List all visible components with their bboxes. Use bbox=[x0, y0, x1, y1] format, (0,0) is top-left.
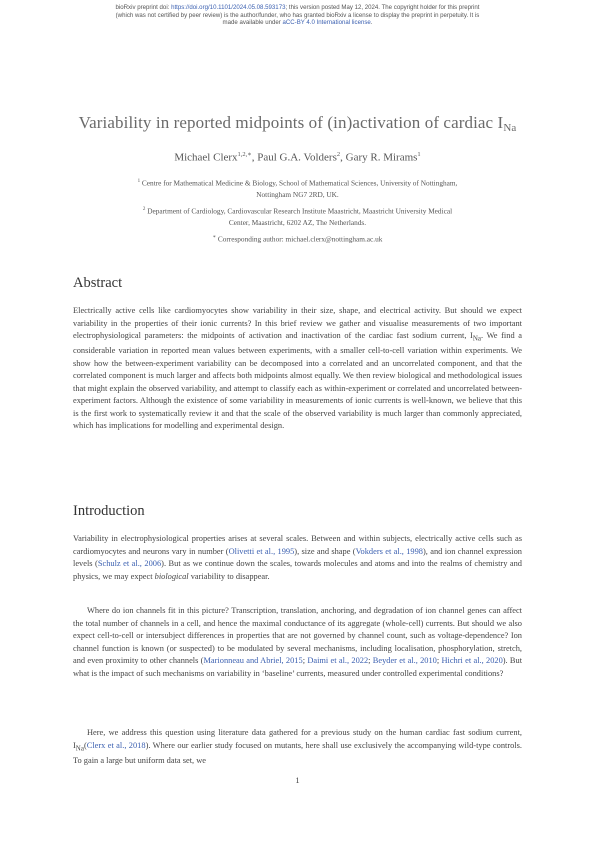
title-subscript: Na bbox=[503, 122, 517, 134]
paper-title bbox=[0, 113, 595, 134]
intro-paragraph-2 bbox=[73, 605, 522, 680]
affiliation-line bbox=[80, 176, 515, 189]
author-affiliation-mark: 2 bbox=[336, 151, 341, 158]
affiliation-text: Centre for Mathematical Medicine & Biology, School of Mathematical Sciences, University of Nottingham, bbox=[140, 178, 458, 188]
citation-link[interactable]: Hichri et al., 2020 bbox=[441, 656, 503, 665]
page-number: 1 bbox=[295, 775, 300, 785]
abstract-heading: Abstract bbox=[73, 275, 123, 291]
abstract-text: Electrically active cells like cardiomyocytes show variability in their size, shape, and electrical activity. But should we expect variability in the properties of their ionic currents? In this brief review we gather and visualise measurements of two important electrophysiological parameters: the midpoints of activation and inactivation of the cardiac fast sodium current, I bbox=[73, 306, 522, 340]
body-text: ; bbox=[368, 656, 373, 665]
citation-link[interactable]: Beyder et al., 2010 bbox=[372, 656, 437, 665]
affiliation-mark: 2 bbox=[142, 207, 146, 212]
body-text: ), size and shape ( bbox=[294, 546, 356, 556]
body-text: ; bbox=[302, 656, 308, 665]
introduction-heading: Introduction bbox=[73, 503, 145, 519]
banner-text: ; this version posted May 12, 2024. The copyright holder for this preprint bbox=[285, 4, 480, 11]
citation-link[interactable]: Marionneau and Abriel, 2015 bbox=[203, 656, 303, 665]
body-text: Where do ion channels fit in this picture? Transcription, translation, anchoring, and degradation of ion channel genes can affect the total number of channels in a cell, and hence the maximal conductance of its aggregate (whole-cell) currents. But should we also expect cell-to-cell or intersubject differences in properties that are not governed by channel count, such as voltage-dependence? Ion channel function is known (or suspected) to be modulated by several mechanisms, including localisation, phosphorylation, stretch, and even proximity to other channels ( bbox=[73, 606, 522, 665]
body-text: ; bbox=[436, 656, 442, 665]
preprint-banner bbox=[40, 4, 555, 27]
citation-link[interactable]: Schulz et al., 2006 bbox=[97, 559, 162, 568]
subscript: Na bbox=[472, 334, 481, 343]
affiliation-line: Center, Maastricht, 6202 AZ, The Netherlands. bbox=[228, 218, 367, 228]
citation-link[interactable]: Clerx et al., 2018 bbox=[86, 740, 146, 750]
body-text: ). But as we continue down the scales, towards molecules and atoms and into the realms of chemistry and physics, we may expect bbox=[73, 559, 522, 581]
affiliation-text: Department of Cardiology, Cardiovascular Research Institute Maastricht, Maastricht University Medical bbox=[145, 206, 453, 216]
corresponding-author bbox=[80, 232, 515, 245]
author-name: , Gary R. Mirams bbox=[340, 151, 418, 164]
citation-link[interactable]: Vokders et al., 1998 bbox=[355, 546, 423, 556]
affiliation-mark: 1 bbox=[137, 179, 141, 184]
author-affiliation-mark: 1 bbox=[417, 151, 421, 158]
author-name: , Paul G.A. Volders bbox=[251, 151, 337, 164]
affiliation-2 bbox=[80, 204, 515, 229]
body-text: ( bbox=[83, 740, 87, 750]
affiliation-1 bbox=[80, 176, 515, 201]
citation-link[interactable]: Olivetti et al., 1995 bbox=[228, 546, 295, 556]
author-affiliation-mark: 1,2,∗ bbox=[237, 151, 252, 158]
corresponding-text: Corresponding author: michael.clerx@nottingham.ac.uk bbox=[216, 234, 383, 244]
body-text: variability to disappear. bbox=[188, 571, 270, 581]
banner-text: made available under bbox=[222, 19, 283, 27]
banner-text: . bbox=[370, 19, 373, 27]
intro-paragraph-3 bbox=[73, 727, 522, 767]
affiliation-line bbox=[80, 204, 515, 217]
citation-link[interactable]: Daimi et al., 2022 bbox=[307, 656, 369, 665]
affiliation-line: Nottingham NG7 2RD, UK. bbox=[256, 190, 339, 200]
body-text: ), and ion channel expression levels ( bbox=[73, 546, 522, 568]
author-name: Michael Clerx bbox=[174, 151, 238, 164]
doi-link[interactable]: https://doi.org/10.1101/2024.05.08.593173 bbox=[171, 4, 286, 11]
body-text: ). Where our earlier study focused on mutants, here shall use exclusively the accompanying wild-type controls. To gain a large but uniform data set, we bbox=[73, 740, 522, 765]
title-text: Variability in reported midpoints of (in)activation of cardiac I bbox=[78, 113, 504, 132]
banner-text: bioRxiv preprint doi: bbox=[115, 4, 172, 11]
license-link[interactable]: aCC-BY 4.0 International license bbox=[282, 19, 371, 27]
subscript: Na bbox=[75, 744, 84, 753]
corresponding-mark: ∗ bbox=[212, 235, 216, 240]
banner-line-3 bbox=[40, 19, 555, 27]
emphasis-text: biological bbox=[154, 571, 189, 581]
body-text: Here, we address this question using literature data gathered for a previous study on the human cardiac fast sodium current, I bbox=[73, 728, 522, 750]
body-text: Variability in electrophysiological properties arises at several scales. Between and within subjects, electrically active cells such as cardiomyocytes and neurons vary in number ( bbox=[73, 534, 522, 556]
banner-line-1 bbox=[40, 4, 555, 12]
abstract-text: . We find a considerable variation in reported mean values between experiments, with a smaller cell-to-cell variation within experiments. We show how the between-experiment variability can be decomposed into a correlated and an uncorrelated component, and that the correlated component is much larger and affects both midpoints almost equally. We then review biological and methodological issues that might explain the observed variability, and attempt to classify each as within-experiment or correlated and uncorrelated between-experiment factors. Although the existence of some variability in measurements of ionic currents is well-known, we believe that this is the first work to systematically review it and that the scale of the observed variability is much larger than commonly appreciated, which has implications for modelling and experimental design. bbox=[73, 331, 522, 431]
intro-paragraph-1 bbox=[73, 533, 522, 583]
abstract-paragraph bbox=[73, 305, 522, 433]
author-list bbox=[0, 150, 595, 164]
body-text: ). But what is the impact of such mechanisms on variability in ‘baseline’ currents, measured under controlled experimental conditions? bbox=[73, 656, 523, 678]
banner-line-2: (which was not certified by peer review) is the author/funder, who has granted bioRxiv a license to display the preprint in perpetuity. It is bbox=[115, 11, 480, 19]
